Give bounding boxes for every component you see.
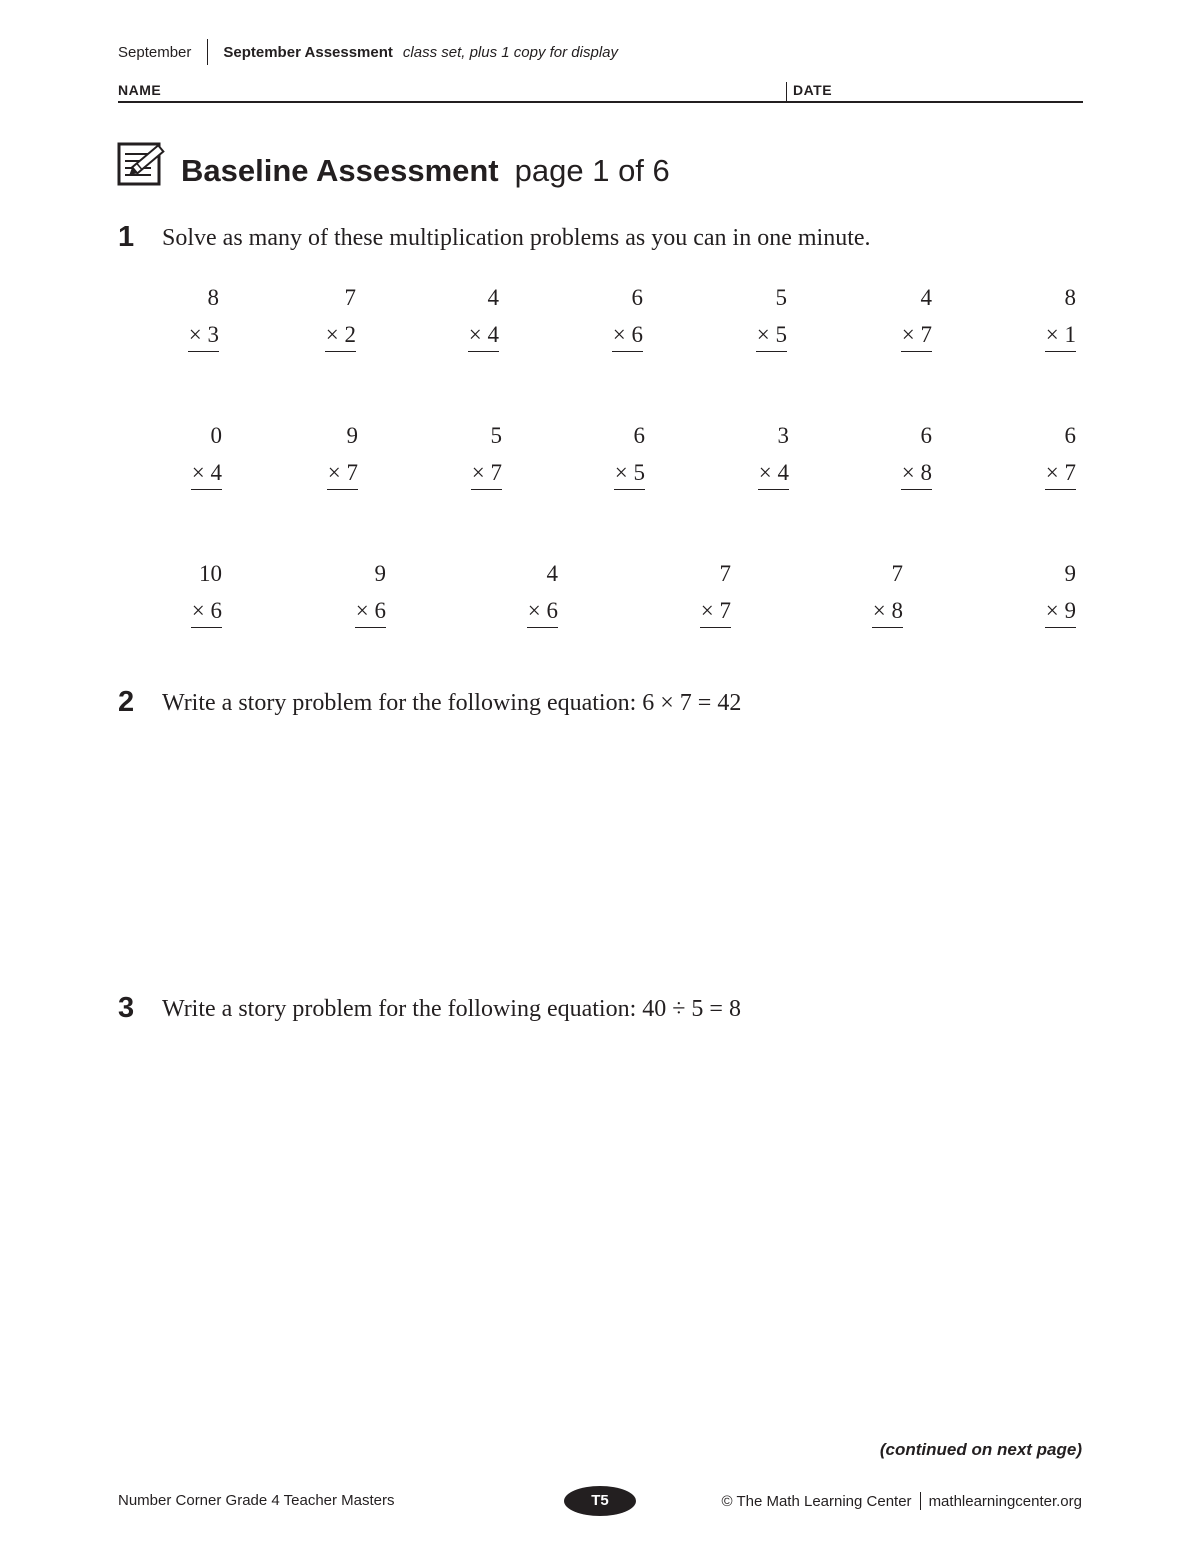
continued-note: (continued on next page) — [879, 1440, 1082, 1459]
problem-factor-bottom: × 6 — [527, 594, 558, 628]
multiplication-problem — [429, 279, 499, 353]
problem-factor-top: 6 — [633, 423, 645, 448]
header-divider — [207, 39, 208, 65]
problem-factor-top: 6 — [920, 423, 932, 448]
problem-factor-bottom: × 8 — [872, 594, 903, 628]
problem-factor-bottom: × 8 — [901, 456, 932, 490]
problem-factor-top: 4 — [920, 285, 932, 310]
name-date-line — [118, 80, 1083, 103]
multiplication-problem — [1006, 555, 1076, 629]
multiplication-problem — [1006, 417, 1076, 491]
problem-factor-top: 6 — [631, 285, 643, 310]
problem-factor-top: 7 — [344, 285, 356, 310]
multiplication-problem — [717, 279, 787, 353]
multiplication-problem — [833, 555, 903, 629]
problem-factor-bottom: × 6 — [191, 594, 222, 628]
problem-factor-bottom: × 9 — [1045, 594, 1076, 628]
title-main: Baseline Assessment — [181, 153, 499, 188]
problem-factor-bottom: × 2 — [325, 318, 356, 352]
question-2-number: 2 — [118, 686, 135, 718]
problem-factor-bottom: × 5 — [614, 456, 645, 490]
problem-factor-bottom: × 1 — [1045, 318, 1076, 352]
problem-factor-top: 5 — [490, 423, 502, 448]
problem-factor-bottom: × 4 — [468, 318, 499, 352]
title-page: page 1 of 6 — [514, 153, 670, 188]
problem-factor-bottom: × 7 — [901, 318, 932, 352]
problem-factor-bottom: × 4 — [191, 456, 222, 490]
footer-website: mathlearningcenter.org — [928, 1492, 1082, 1510]
multiplication-problem — [862, 279, 932, 353]
multiplication-problem — [661, 555, 731, 629]
problem-factor-bottom: × 6 — [355, 594, 386, 628]
multiplication-problem — [573, 279, 643, 353]
problem-factor-bottom: × 5 — [756, 318, 787, 352]
copy-note: class set, plus 1 copy for display — [402, 43, 619, 61]
problem-factor-bottom: × 7 — [700, 594, 731, 628]
problem-factor-top: 8 — [207, 285, 219, 310]
problem-factor-bottom: × 7 — [327, 456, 358, 490]
problem-factor-top: 7 — [891, 561, 903, 586]
multiplication-problem — [152, 417, 222, 491]
problem-factor-top: 10 — [199, 561, 222, 586]
problem-factor-top: 9 — [374, 561, 386, 586]
date-divider — [786, 82, 787, 101]
problem-factor-top: 6 — [1064, 423, 1076, 448]
multiplication-problem — [152, 555, 222, 629]
page-title — [117, 133, 670, 188]
footer-publication: Number Corner Grade 4 Teacher Masters — [118, 1492, 395, 1509]
problem-factor-top: 9 — [346, 423, 358, 448]
multiplication-problem — [488, 555, 558, 629]
multiplication-problem — [316, 555, 386, 629]
question-2-text: Write a story problem for the following equation: 6 × 7 = 42 — [162, 690, 742, 716]
problem-factor-top: 3 — [777, 423, 789, 448]
problem-factor-bottom: × 7 — [471, 456, 502, 490]
problem-factor-top: 9 — [1064, 561, 1076, 586]
problem-factor-top: 8 — [1064, 285, 1076, 310]
multiplication-problems — [0, 0, 1200, 700]
question-1-text: Solve as many of these multiplication problems as you can in one minute. — [162, 225, 871, 251]
problem-factor-bottom: × 6 — [612, 318, 643, 352]
assessment-pencil-icon — [117, 136, 171, 188]
document-title: September Assessment — [223, 43, 393, 61]
multiplication-problem — [575, 417, 645, 491]
problem-factor-top: 4 — [546, 561, 558, 586]
problem-factor-top: 4 — [487, 285, 499, 310]
date-label: DATE — [793, 82, 833, 98]
multiplication-problem — [149, 279, 219, 353]
section-label: September — [118, 43, 192, 61]
multiplication-problem — [288, 417, 358, 491]
footer-credit — [722, 1492, 1083, 1510]
multiplication-problem — [1006, 279, 1076, 353]
multiplication-problem — [432, 417, 502, 491]
problem-factor-top: 7 — [719, 561, 731, 586]
multiplication-problem — [862, 417, 932, 491]
question-3-text: Write a story problem for the following equation: 40 ÷ 5 = 8 — [162, 996, 741, 1022]
problem-factor-bottom: × 7 — [1045, 456, 1076, 490]
footer-copyright: © The Math Learning Center — [721, 1492, 912, 1510]
running-head — [118, 40, 618, 64]
problem-factor-top: 0 — [210, 423, 222, 448]
question-3-number: 3 — [118, 992, 135, 1024]
question-1-number: 1 — [118, 221, 135, 253]
multiplication-problem — [719, 417, 789, 491]
problem-factor-bottom: × 4 — [758, 456, 789, 490]
page-number-badge: T5 — [564, 1486, 636, 1516]
problem-factor-top: 5 — [775, 285, 787, 310]
multiplication-problem — [286, 279, 356, 353]
name-label: NAME — [118, 82, 162, 98]
problem-factor-bottom: × 3 — [188, 318, 219, 352]
footer-divider — [920, 1492, 921, 1510]
